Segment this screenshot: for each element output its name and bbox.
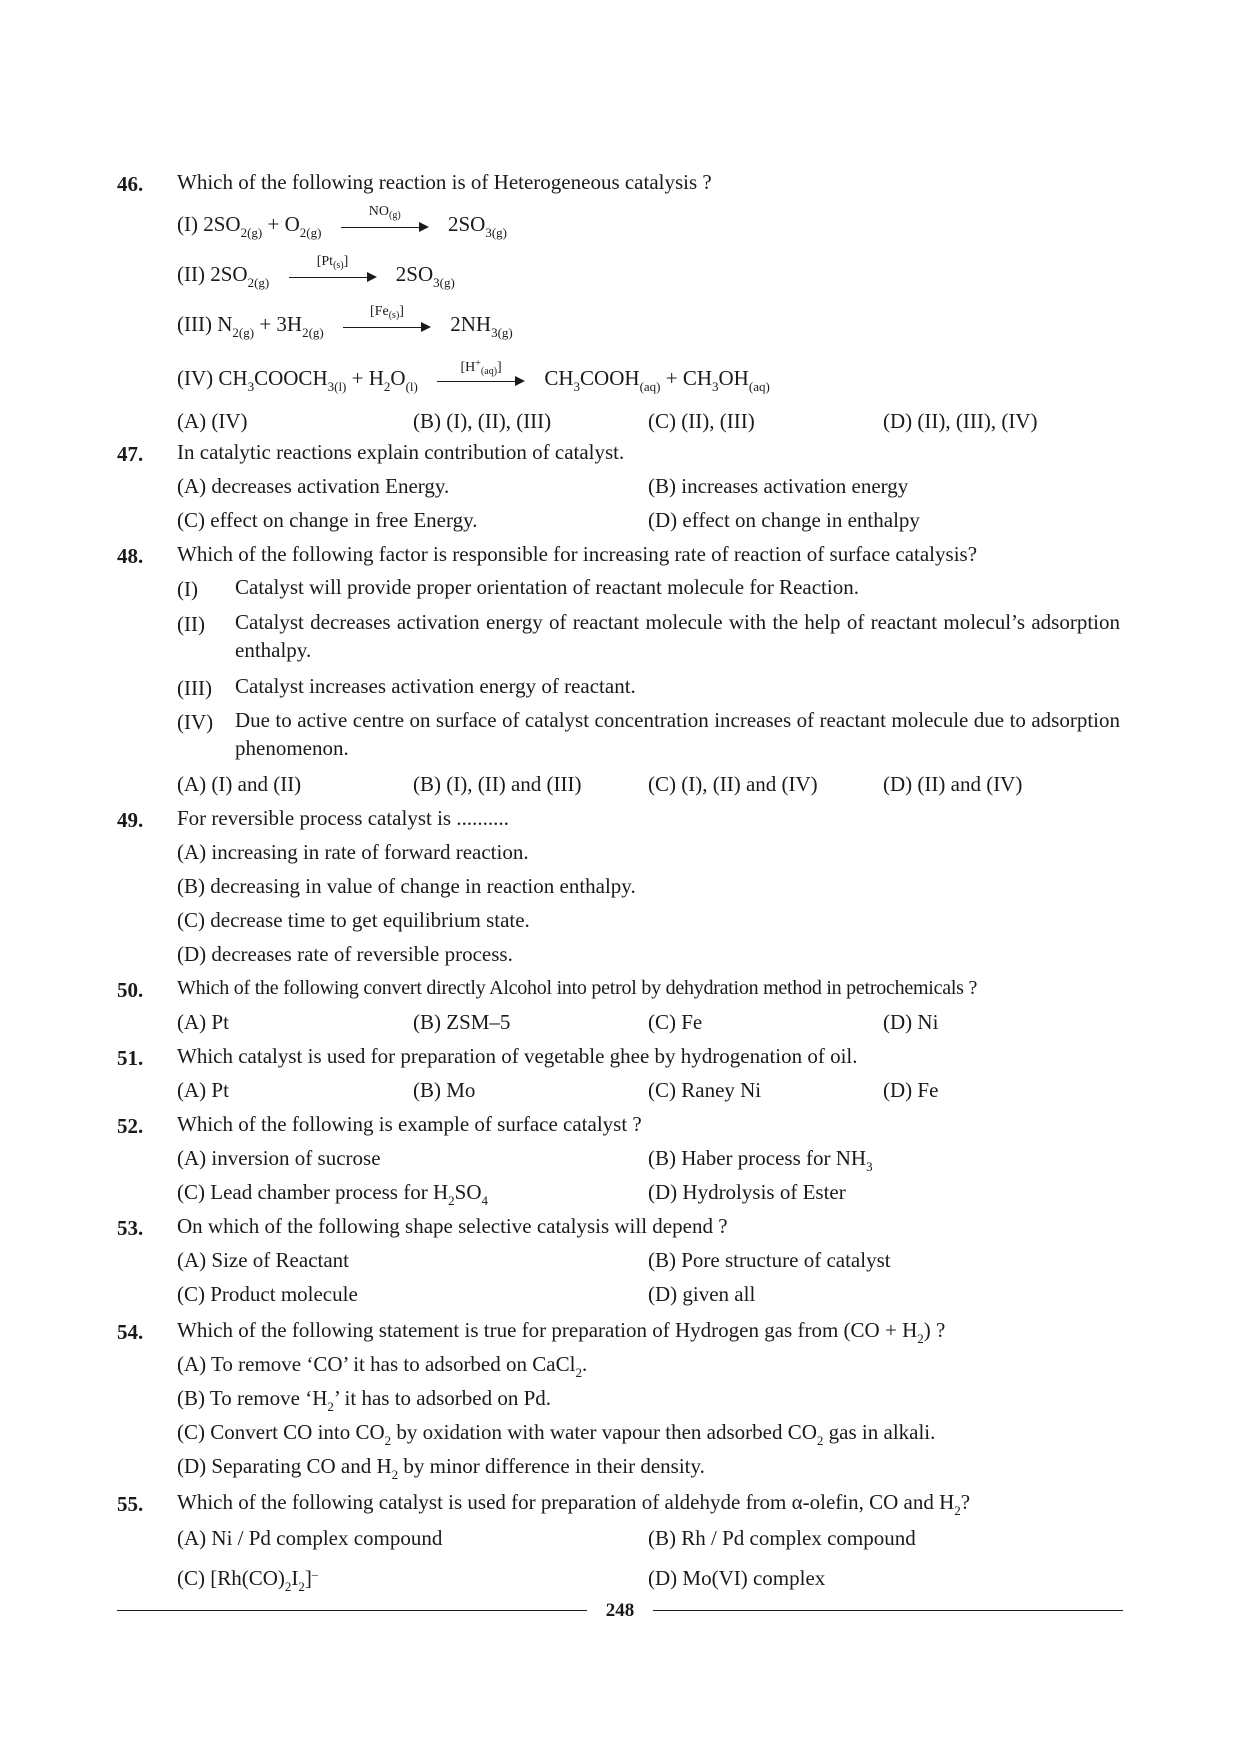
question-text: Which of the following catalyst is used for preparation of aldehyde from α-olefin, CO and $H_2$? <box>177 1490 971 1518</box>
option-c[interactable]: (C) Lead chamber process for $H_2SO_4$ <box>177 1180 488 1208</box>
statement-label: (I) <box>177 577 198 601</box>
option-d[interactable]: (D) given all <box>648 1282 756 1306</box>
option-b[interactable]: (B) ZSM–5 <box>413 1010 511 1034</box>
question-number: 52. <box>117 1114 144 1138</box>
reaction-label: (II) <box>177 262 205 286</box>
reaction-1: (I) $2SO_{2(g)} + O_{2(g)}$ $NO_{(g)}$ $2SO_{3(g)}$ <box>177 204 507 240</box>
footer-rule-right <box>653 1610 1123 1611</box>
question-number: 55. <box>117 1492 144 1516</box>
option-a[interactable]: (A) Ni / Pd complex compound <box>177 1526 443 1550</box>
question-text: Which of the following factor is responsible for increasing rate of reaction of surface catalysis? <box>177 542 978 566</box>
option-c[interactable]: (C) decrease time to get equilibrium state. <box>177 908 530 932</box>
option-a[interactable]: (A) Pt <box>177 1010 229 1034</box>
reaction-label: (IV) <box>177 366 214 390</box>
question-text: Which of the following is example of surface catalyst ? <box>177 1112 642 1136</box>
statement-text: Due to active centre on surface of catalyst concentration increases of reactant molecule due to adsorption phenomenon. <box>235 708 1120 760</box>
option-c[interactable]: (C) Raney Ni <box>648 1078 762 1102</box>
option-d[interactable]: (D) Hydrolysis of Ester <box>648 1180 846 1204</box>
reaction-label: (III) <box>177 312 212 336</box>
option-d[interactable]: (D) effect on change in enthalpy <box>648 508 920 532</box>
statement-label: (IV) <box>177 710 214 734</box>
option-a[interactable]: (A) (IV) <box>177 409 248 433</box>
page-number: 248 <box>605 1600 635 1621</box>
option-c[interactable]: (C) $[Rh(CO)_2I_2]^-$ <box>177 1566 318 1594</box>
option-c[interactable]: (C) Fe <box>648 1010 703 1034</box>
question-number: 53. <box>117 1216 144 1240</box>
question-number: 48. <box>117 544 144 568</box>
question-number: 51. <box>117 1046 144 1070</box>
option-c[interactable]: (C) effect on change in free Energy. <box>177 508 478 532</box>
option-d[interactable]: (D) Fe <box>883 1078 939 1102</box>
option-a[interactable]: (A) decreases activation Energy. <box>177 474 450 498</box>
reaction-4: (IV) $CH_3COOCH_{3(l)} + H_2O_{(l)}$ $[H^+_{(aq)}]$ $CH_3COOH_{(aq)} + CH_3OH_{(aq)}$ <box>177 358 770 394</box>
statement-label: (II) <box>177 612 205 636</box>
option-b[interactable]: (B) Rh / Pd complex compound <box>648 1526 916 1550</box>
statement-text: Catalyst increases activation energy of reactant. <box>235 674 636 698</box>
statement-label: (III) <box>177 676 212 700</box>
question-text: In catalytic reactions explain contribution of catalyst. <box>177 440 625 464</box>
question-text: On which of the following shape selective catalysis will depend ? <box>177 1214 728 1238</box>
option-a[interactable]: (A) Size of Reactant <box>177 1248 350 1272</box>
option-c[interactable]: (C) Convert CO into $CO_2$ by oxidation with water vapour then adsorbed $CO_2$ gas in alkali. <box>177 1420 936 1448</box>
question-text: Which of the following statement is true for preparation of Hydrogen gas from $(CO + H_2)$ ? <box>177 1318 946 1346</box>
reaction-arrow: $[Fe_{(s)}]$ <box>343 315 431 337</box>
option-c[interactable]: (C) Product molecule <box>177 1282 358 1306</box>
question-number: 47. <box>117 442 144 466</box>
option-b[interactable]: (B) (I), (II) and (III) <box>413 772 582 796</box>
option-a[interactable]: (A) inversion of sucrose <box>177 1146 381 1170</box>
reaction-arrow: $NO_{(g)}$ <box>341 215 429 237</box>
question-number: 54. <box>117 1320 144 1344</box>
question-text: Which of the following reaction is of Heterogeneous catalysis ? <box>177 170 712 194</box>
option-b[interactable]: (B) decreasing in value of change in reaction enthalpy. <box>177 874 636 898</box>
option-d[interactable]: (D) (II) and (IV) <box>883 772 1023 796</box>
statement-text: Catalyst will provide proper orientation of reactant molecule for Reaction. <box>235 575 859 599</box>
option-c[interactable]: (C) (II), (III) <box>648 409 755 433</box>
question-text: For reversible process catalyst is .......... <box>177 806 509 830</box>
option-d[interactable]: (D) Mo(VI) complex <box>648 1566 826 1590</box>
question-text: Which of the following convert directly Alcohol into petrol by dehydration method in petrochemicals ? <box>177 977 978 999</box>
option-a[interactable]: (A) Pt <box>177 1078 229 1102</box>
reaction-label: (I) <box>177 212 198 236</box>
reaction-2: (II) $2SO_{2(g)}$ $[Pt_{(s)}]$ $2SO_{3(g)}$ <box>177 254 455 290</box>
option-d[interactable]: (D) Separating CO and $H_2$ by minor difference in their density. <box>177 1454 705 1482</box>
option-a[interactable]: (A) (I) and (II) <box>177 772 302 796</box>
option-d[interactable]: (D) (II), (III), (IV) <box>883 409 1038 433</box>
reaction-arrow: $[Pt_{(s)}]$ <box>289 265 377 287</box>
question-number: 50. <box>117 978 144 1002</box>
option-b[interactable]: (B) To remove ‘$H_2$’ it has to adsorbed on Pd. <box>177 1386 552 1414</box>
option-c[interactable]: (C) (I), (II) and (IV) <box>648 772 818 796</box>
option-b[interactable]: (B) Haber process for $NH_3$ <box>648 1146 873 1174</box>
option-d[interactable]: (D) Ni <box>883 1010 939 1034</box>
option-b[interactable]: (B) Mo <box>413 1078 476 1102</box>
option-d[interactable]: (D) decreases rate of reversible process. <box>177 942 513 966</box>
option-a[interactable]: (A) increasing in rate of forward reaction. <box>177 840 529 864</box>
question-number: 49. <box>117 808 144 832</box>
option-b[interactable]: (B) increases activation energy <box>648 474 909 498</box>
option-b[interactable]: (B) (I), (II), (III) <box>413 409 552 433</box>
footer-rule-left <box>117 1610 587 1611</box>
reaction-3: (III) $N_{2(g)} + 3H_{2(g)}$ $[Fe_{(s)}]$ $2NH_{3(g)}$ <box>177 304 513 340</box>
option-b[interactable]: (B) Pore structure of catalyst <box>648 1248 891 1272</box>
reaction-arrow: $[H^+_{(aq)}]$ <box>437 369 525 391</box>
statement-text: Catalyst decreases activation energy of reactant molecule with the help of reactant molecul’s adsorption enthalpy. <box>235 610 1120 662</box>
question-text: Which catalyst is used for preparation of vegetable ghee by hydrogenation of oil. <box>177 1044 858 1068</box>
question-number: 46. <box>117 172 144 196</box>
option-a[interactable]: (A) To remove ‘CO’ it has to adsorbed on CaCl$_2$. <box>177 1352 588 1380</box>
